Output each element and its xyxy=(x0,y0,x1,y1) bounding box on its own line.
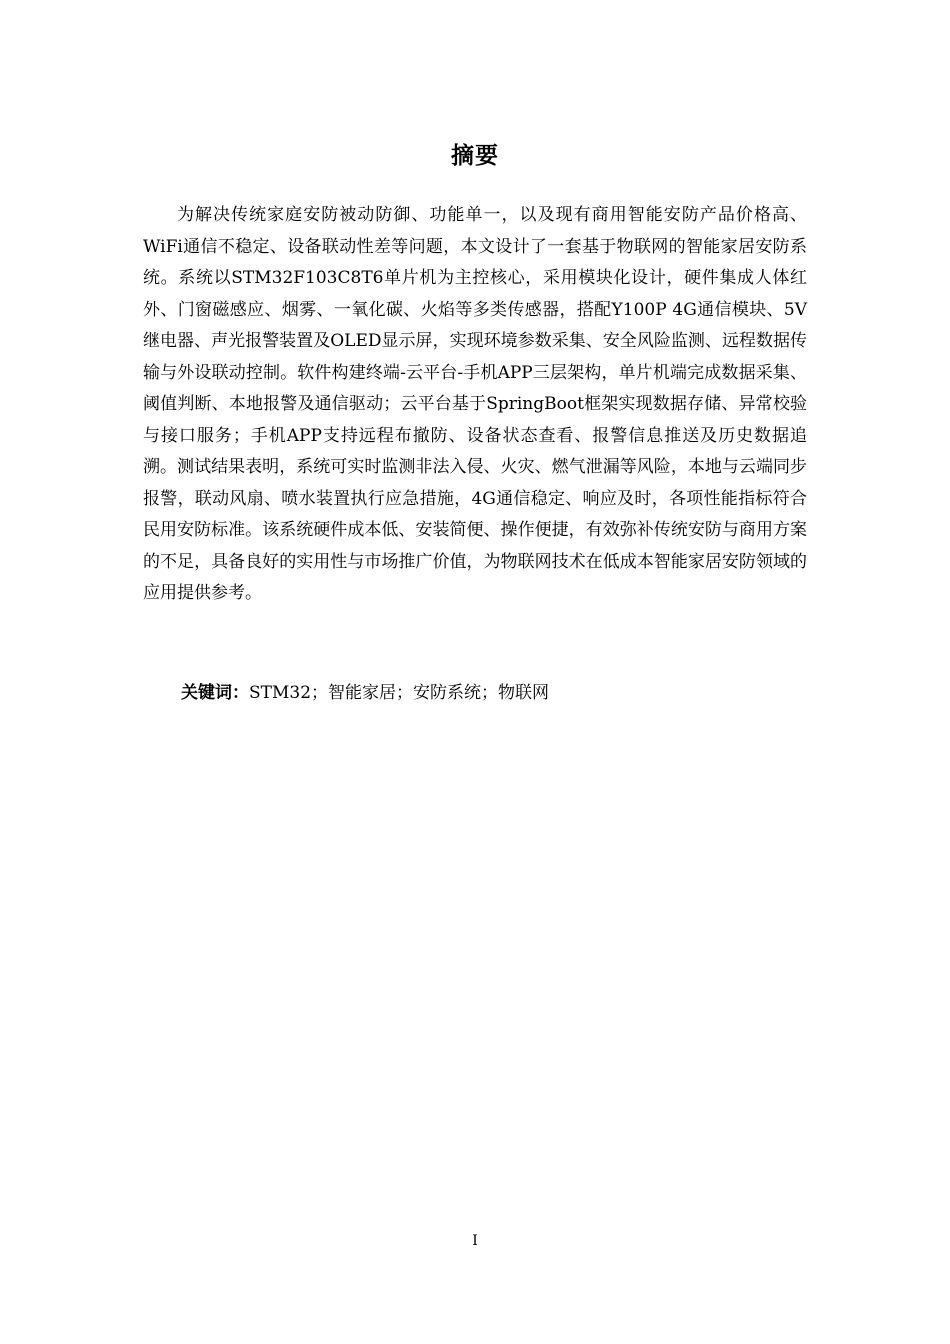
page-title: 摘要 xyxy=(451,143,499,169)
keywords-label: 关键词： xyxy=(181,683,249,703)
keywords-text: STM32；智能家居；安防系统；物联网 xyxy=(249,683,550,703)
keywords-line xyxy=(181,678,807,710)
page-number: I xyxy=(472,1233,478,1249)
abstract-paragraph: 为解决传统家庭安防被动防御、功能单一，以及现有商用智能安防产品价格高、WiFi通信不稳定、设备联动性差等问题，本文设计了一套基于物联网的智能家居安防系统。系统以STM32F103C8T6单片机为主控核心，采用模块化设计，硬件集成人体红外、门窗磁感应、烟雾、一氧化碳、火焰等多类传感器，搭配Y100P 4G通信模块、5V继电器、声光报警装置及OLED显示屏，实现环境参数采集、安全风险监测、远程数据传输与外设联动控制。软件构建终端-云平台-手机APP三层架构，单片机端完成数据采集、阈值判断、本地报警及通信驱动；云平台基于SpringBoot框架实现数据存储、异常校验与接口服务；手机APP支持远程布撤防、设备状态查看、报警信息推送及历史数据追溯。测试结果表明，系统可实时监测非法入侵、火灾、燃气泄漏等风险，本地与云端同步报警，联动风扇、喷水装置执行应急措施，4G通信稳定、响应及时，各项性能指标符合民用安防标准。该系统硬件成本低、安装简便、操作便捷，有效弥补传统安防与商用方案的不足，具备良好的实用性与市场推广价值，为物联网技术在低成本智能家居安防领域的应用提供参考。 xyxy=(143,205,807,603)
